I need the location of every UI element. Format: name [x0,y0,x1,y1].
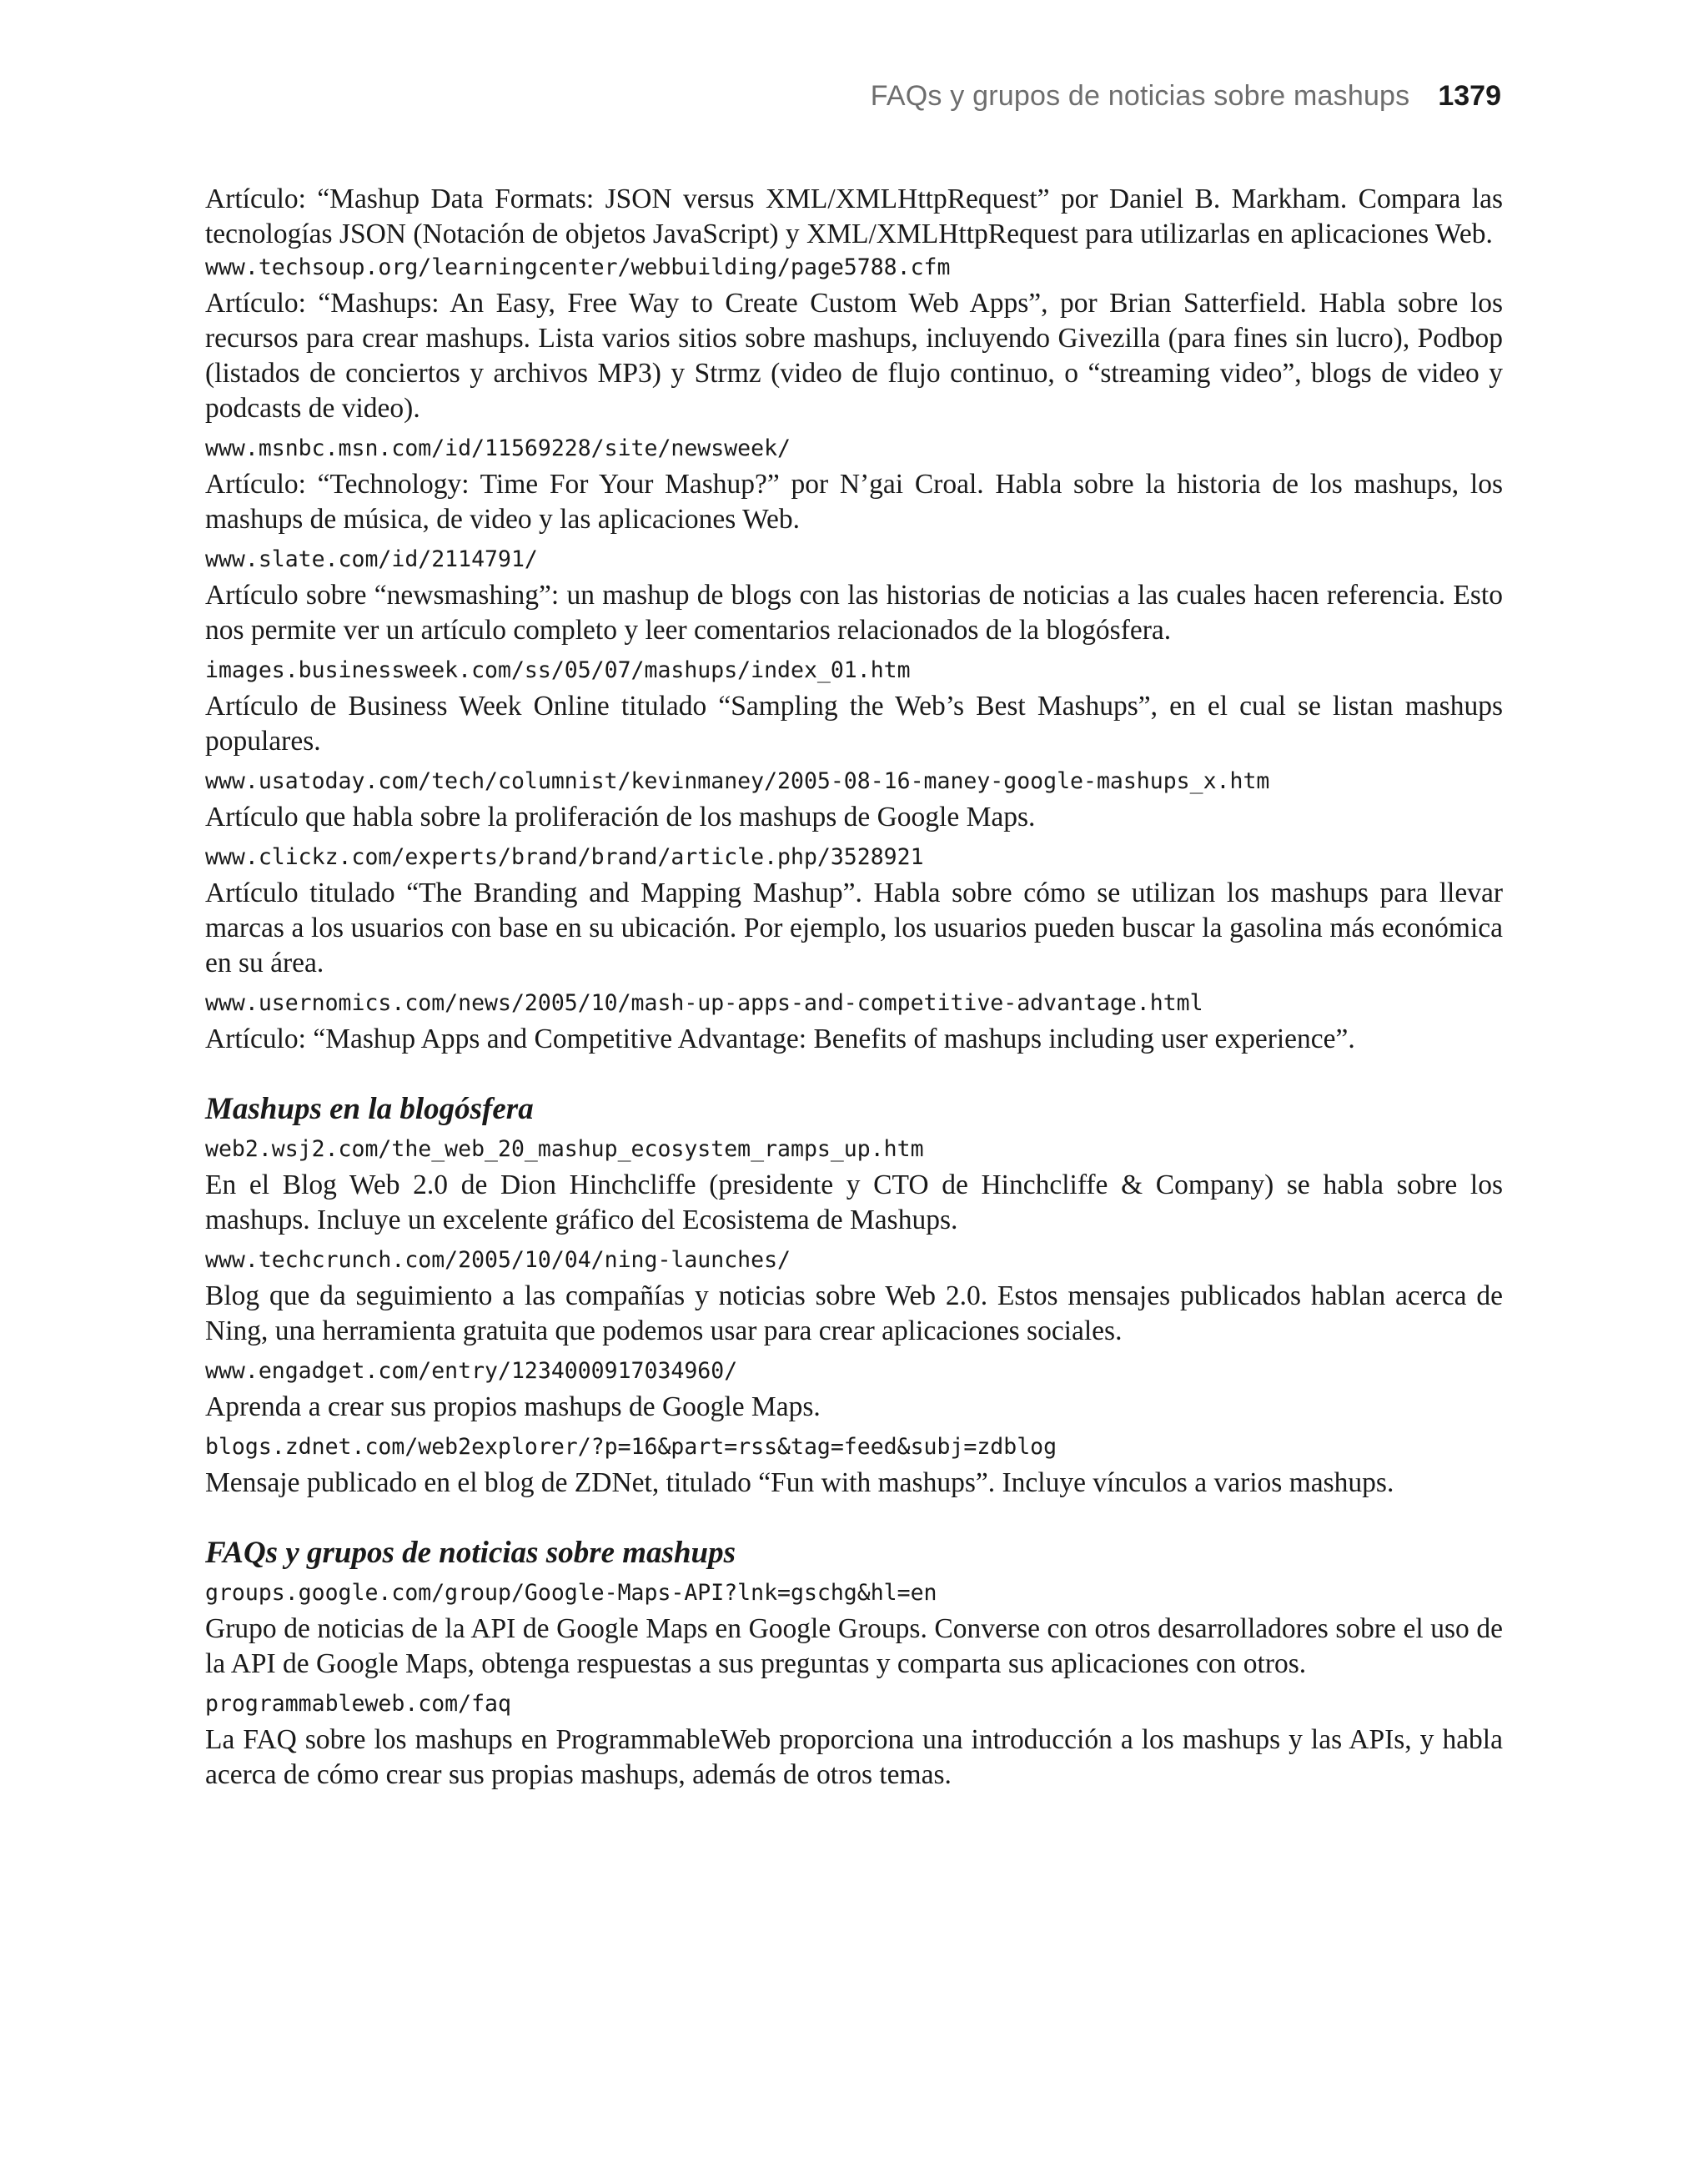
faq-description: Grupo de noticias de la API de Google Maps en Google Groups. Converse con otros desarrolladores sobre el uso de la API de Google Maps, obtenga respuestas a sus preguntas y comparta sus aplicaciones con otros. [205,1613,1503,1679]
blog-description: En el Blog Web 2.0 de Dion Hinchcliffe (presidente y CTO de Hinchcliffe & Company) se habla sobre los mashups. Incluye un excelente gráfico del Ecosistema de Mashups. [205,1169,1503,1235]
blog-url[interactable]: blogs.zdnet.com/web2explorer/?p=16&part=rss&tag=feed&subj=zdblog [205,1434,1057,1460]
faqs-section [205,1534,1503,1793]
article-entry [205,252,1503,426]
article-entry [205,544,1503,648]
blogosphere-section [205,1090,1503,1501]
article-url[interactable]: www.usernomics.com/news/2005/10/mash-up-apps-and-competitive-advantage.html [205,990,1203,1016]
running-header [871,80,1501,113]
article-description: Artículo de Business Week Online titulado “Sampling the Web’s Best Mashups”, en el cual se listan mashups populares. [205,691,1503,757]
article-url[interactable]: images.businessweek.com/ss/05/07/mashups/index_01.htm [205,657,911,683]
article-description: Artículo que habla sobre la proliferación de los mashups de Google Maps. [205,802,1036,832]
article-url[interactable]: www.slate.com/id/2114791/ [205,546,538,572]
article-description: Artículo sobre “newsmashing”: un mashup de blogs con las historias de noticias a las cuales hacen referencia. Esto nos permite ver un artículo completo y leer comentarios relacionados de la blogósfera. [205,580,1503,646]
faq-url[interactable]: groups.google.com/group/Google-Maps-API?lnk=gschg&hl=en [205,1580,937,1606]
blog-entry [205,1356,1503,1425]
faq-url[interactable]: programmableweb.com/faq [205,1691,511,1717]
blog-entry [205,1431,1503,1501]
article-description: Artículo: “Mashups: An Easy, Free Way to Create Custom Web Apps”, por Brian Satterfield. Habla sobre los recursos para crear mashups. Lista varios sitios sobre mashups, incluyendo Givezilla (para fines sin lucro), Podbop (listados de conciertos y archivos MP3) y Strmz (video de flujo continuo, o “streaming video”, blogs de video y podcasts de video). [205,288,1503,424]
blog-entry [205,1245,1503,1349]
faq-entry [205,1577,1503,1682]
blog-description: Aprenda a crear sus propios mashups de Google Maps. [205,1391,821,1422]
article-entry [205,433,1503,537]
article-entry [205,842,1503,981]
article-entry [205,766,1503,835]
page-body [205,182,1503,1793]
article-url[interactable]: www.clickz.com/experts/brand/brand/article.php/3528921 [205,844,924,870]
article-url[interactable]: www.msnbc.msn.com/id/11569228/site/newsweek/ [205,435,791,461]
article-description: Artículo titulado “The Branding and Mapping Mashup”. Habla sobre cómo se utilizan los mashups para llevar marcas a los usuarios con base en su ubicación. Por ejemplo, los usuarios pueden buscar la gasolina más económica en su área. [205,878,1503,978]
running-title: FAQs y grupos de noticias sobre mashups [870,80,1410,112]
intro-description: Artículo: “Mashup Data Formats: JSON versus XML/XMLHttpRequest” por Daniel B. Markham. Compara las tecnologías JSON (Notación de objetos JavaScript) y XML/XMLHttpRequest para utilizarlas en aplicaciones Web. [205,184,1503,249]
blog-url[interactable]: www.techcrunch.com/2005/10/04/ning-launches/ [205,1247,791,1273]
blog-url[interactable]: www.engadget.com/entry/1234000917034960/ [205,1358,738,1384]
article-description: Artículo: “Technology: Time For Your Mashup?” por N’gai Croal. Habla sobre la historia de los mashups, los mashups de música, de video y las aplicaciones Web. [205,469,1503,535]
section-heading-blogosphere: Mashups en la blogósfera [205,1092,534,1126]
section-heading-faqs: FAQs y grupos de noticias sobre mashups [205,1536,736,1570]
articles-section [205,182,1503,1057]
page-number: 1379 [1438,80,1501,112]
faq-entry [205,1688,1503,1793]
article-entry [205,988,1503,1057]
article-url[interactable]: www.techsoup.org/learningcenter/webbuilding/page5788.cfm [205,254,951,280]
blog-description: Mensaje publicado en el blog de ZDNet, titulado “Fun with mashups”. Incluye vínculos a varios mashups. [205,1467,1394,1498]
faq-description: La FAQ sobre los mashups en ProgrammableWeb proporciona una introducción a los mashups y las APIs, y habla acerca de cómo crear sus propias mashups, además de otros temas. [205,1724,1503,1790]
blog-entry [205,1134,1503,1238]
blog-description: Blog que da seguimiento a las compañías y noticias sobre Web 2.0. Estos mensajes publicados hablan acerca de Ning, una herramienta gratuita que podemos usar para crear aplicaciones sociales. [205,1280,1503,1346]
blog-url[interactable]: web2.wsj2.com/the_web_20_mashup_ecosystem_ramps_up.htm [205,1136,924,1162]
article-url[interactable]: www.usatoday.com/tech/columnist/kevinmaney/2005-08-16-maney-google-mashups_x.htm [205,768,1270,794]
article-description: Artículo: “Mashup Apps and Competitive Advantage: Benefits of mashups including user experience”. [205,1024,1355,1054]
article-entry [205,655,1503,759]
